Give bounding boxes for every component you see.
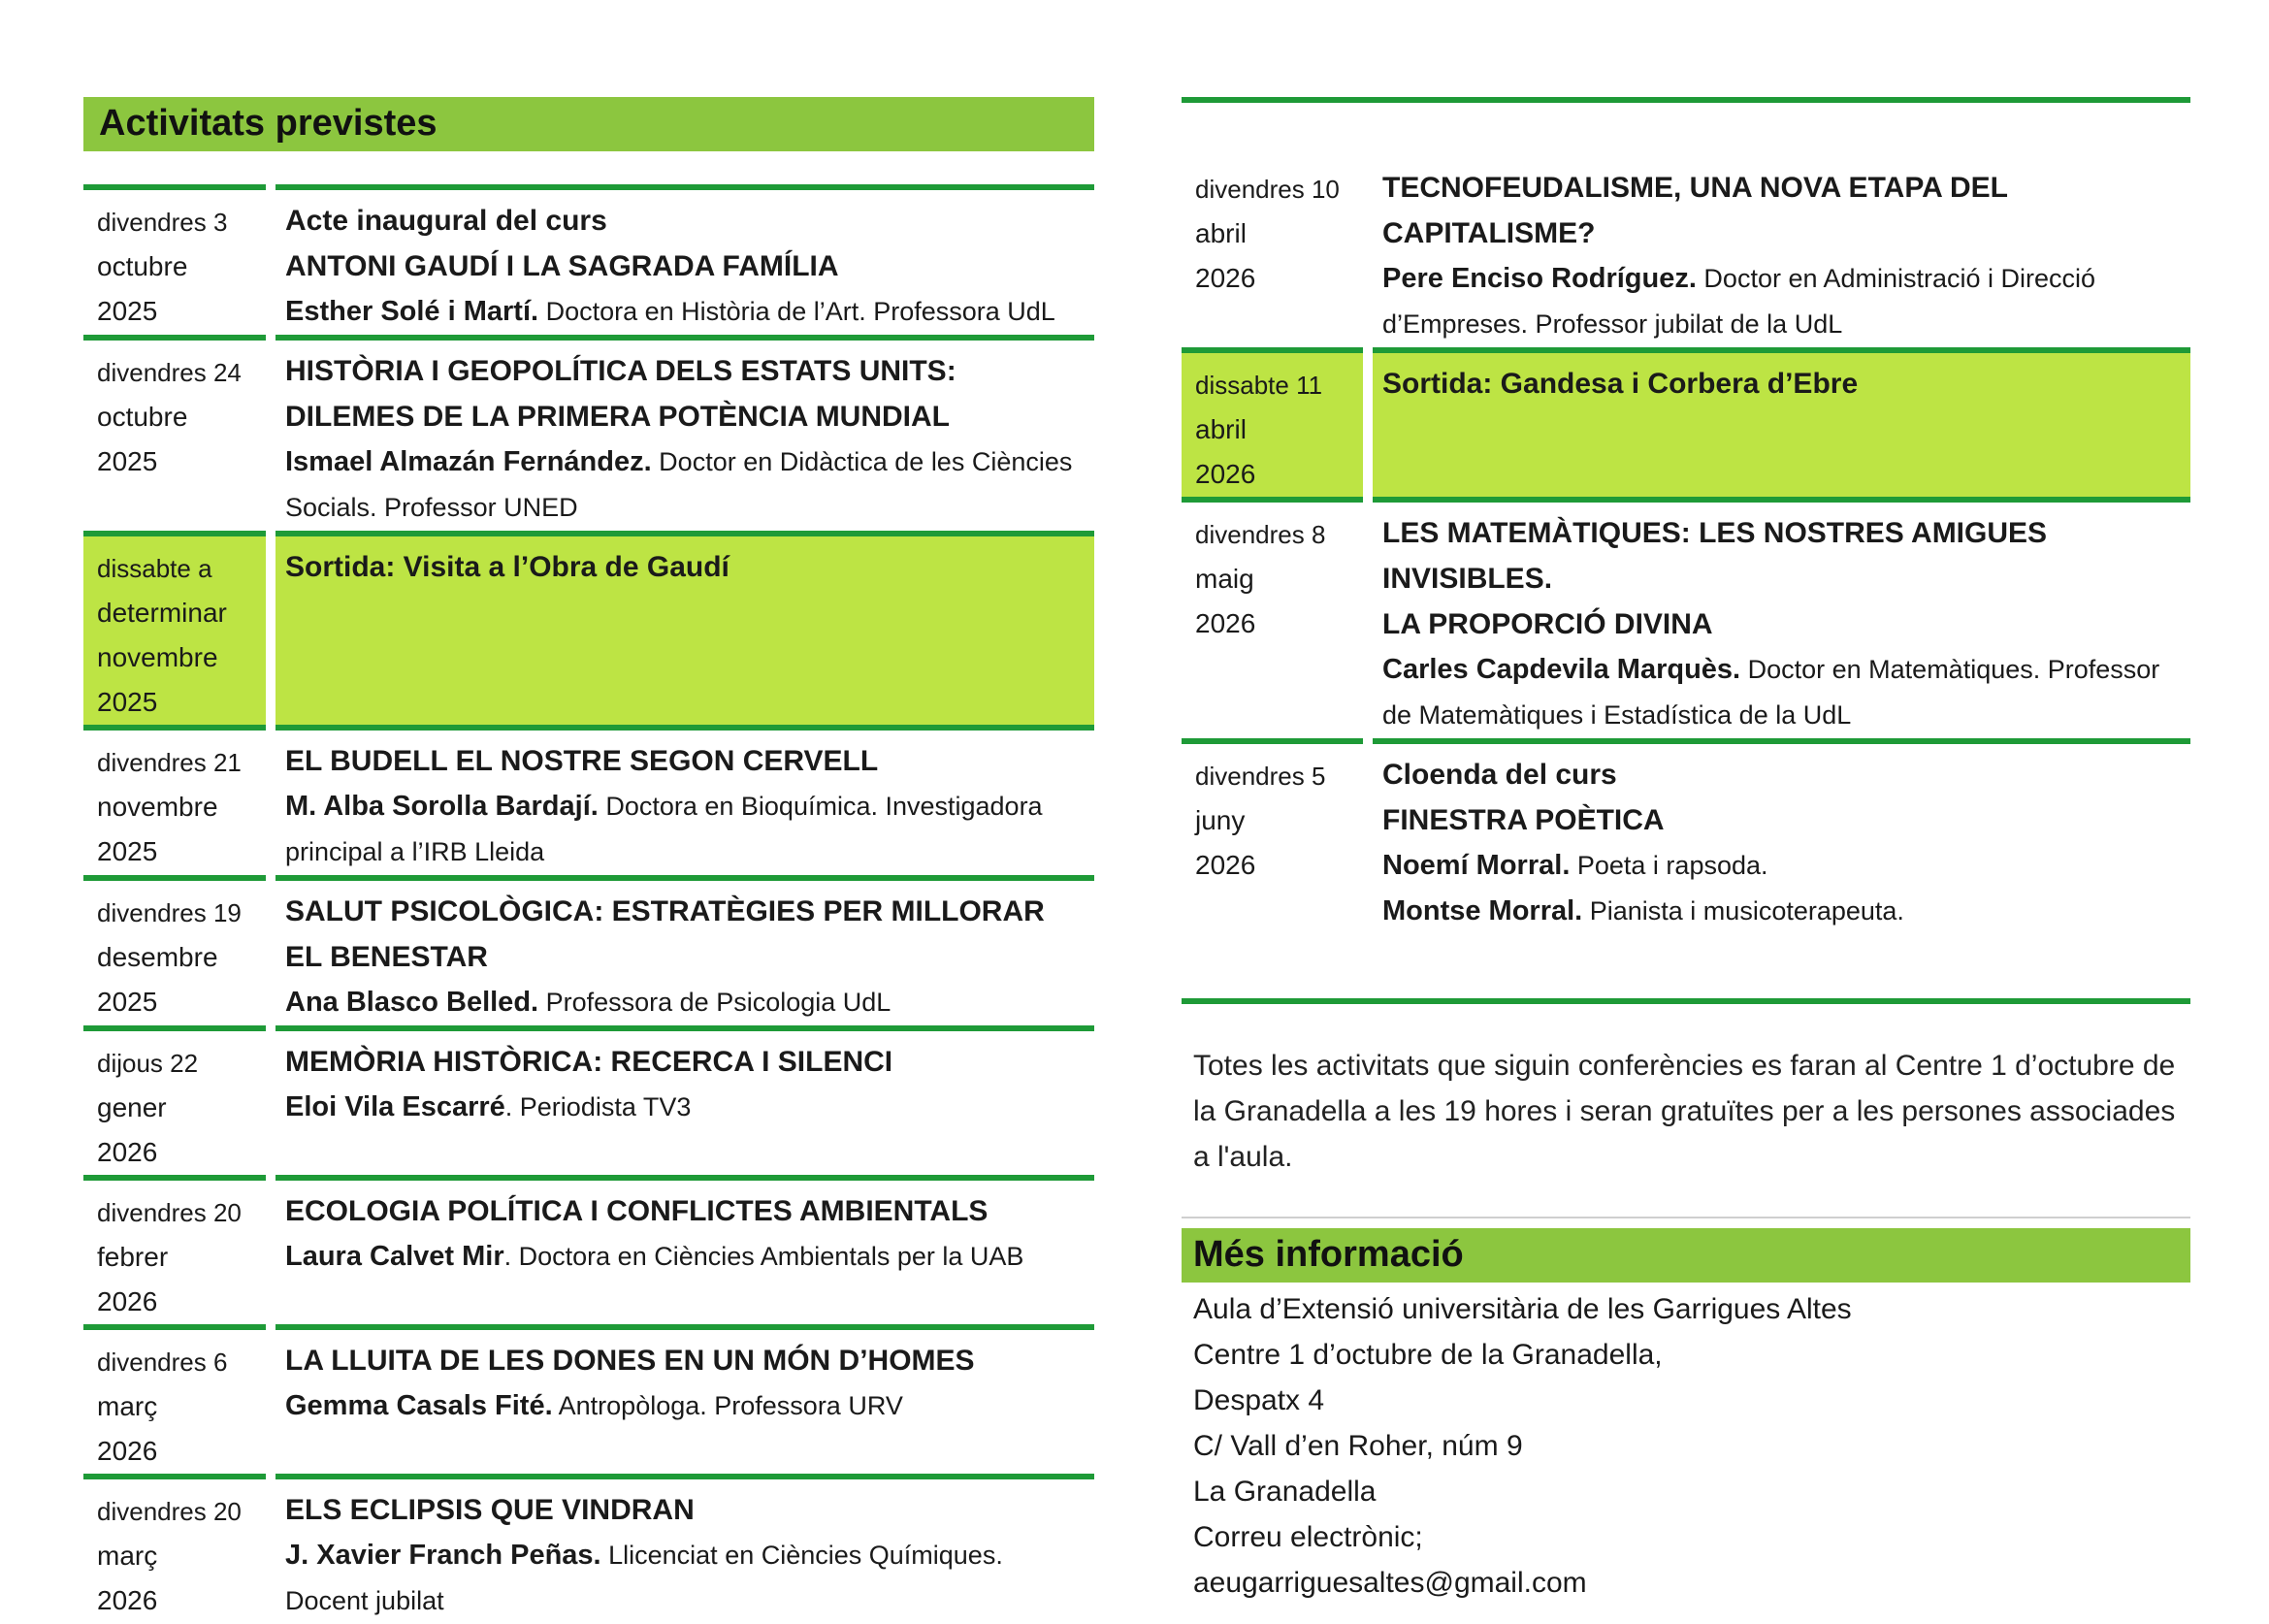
top-divider: [1182, 97, 2190, 103]
date-line: 2026: [1195, 459, 1256, 489]
activity-title: HISTÒRIA I GEOPOLÍTICA DELS ESTATS UNITS: DILEMES DE LA PRIMERA POTÈNCIA MUNDIAL: [285, 355, 956, 433]
date-line: dissabte a: [97, 554, 212, 583]
column-gap: [1363, 347, 1373, 497]
column-gap: [266, 184, 276, 335]
speaker-name: Ismael Almazán Fernández.: [285, 446, 652, 477]
speaker-name: Laura Calvet Mir: [285, 1241, 504, 1272]
contact-line: C/ Vall d’en Roher, núm 9: [1193, 1430, 1523, 1462]
activity-date: [83, 875, 266, 1025]
activity-row: [1182, 157, 2190, 347]
speaker: [285, 784, 1088, 875]
speaker-description: Antropòloga. Professora URV: [552, 1391, 903, 1420]
activities-list-left: [83, 184, 1094, 1624]
contact-line: Correu electrònic;: [1193, 1521, 1423, 1553]
right-column: [1182, 97, 2190, 1606]
speaker-description: Poeta i rapsoda.: [1570, 851, 1768, 880]
contact-line: Despatx 4: [1193, 1384, 1325, 1416]
date-line: divendres 20: [97, 1198, 242, 1227]
speaker-name: Noemí Morral.: [1382, 850, 1571, 881]
activity-date: [83, 725, 266, 875]
activity-title: ECOLOGIA POLÍTICA I CONFLICTES AMBIENTALS: [285, 1195, 989, 1227]
date-line: maig: [1195, 564, 1254, 594]
speaker-name: Ana Blasco Belled.: [285, 987, 539, 1018]
date-line: 2026: [97, 1585, 158, 1615]
date-line: abril: [1195, 218, 1247, 248]
speaker: [285, 1533, 1088, 1624]
speaker-name: Carles Capdevila Marquès.: [1382, 654, 1741, 685]
date-line: divendres 10: [1195, 175, 1340, 204]
date-line: novembre: [97, 792, 218, 822]
date-line: divendres 5: [1195, 762, 1326, 791]
activity-title: FINESTRA POÈTICA: [1382, 804, 1665, 836]
divider: [1182, 1217, 2190, 1218]
venue-info: Totes les activitats que siguin conferències es faran al Centre 1 d’octubre de la Granadella a les 19 hores i seran gratuïtes per a les persones associades a l'aula.: [1193, 1050, 2176, 1173]
column-gap: [266, 1025, 276, 1175]
date-line: dijous 22: [97, 1049, 199, 1078]
date-line: 2026: [97, 1436, 158, 1466]
contact-line: Aula d’Extensió universitària de les Garrigues Altes: [1193, 1293, 1852, 1325]
activity-title: EL BUDELL EL NOSTRE SEGON CERVELL: [285, 745, 879, 777]
speaker: [1382, 843, 2185, 889]
activity-title: SALUT PSICOLÒGICA: ESTRATÈGIES PER MILLORAR EL BENESTAR: [285, 895, 1045, 973]
date-line: dissabte 11: [1195, 371, 1323, 400]
speaker-name: Eloi Vila Escarré: [285, 1091, 505, 1122]
column-gap: [266, 1474, 276, 1624]
date-line: divendres 8: [1195, 520, 1326, 549]
activity-details: [276, 335, 1094, 531]
date-line: divendres 6: [97, 1348, 228, 1377]
speaker: [285, 439, 1088, 531]
speaker-description: Doctor en Administració i Direcció d’Empreses. Professor jubilat de la UdL: [1382, 264, 2096, 339]
speaker-description: Doctora en Bioquímica. Investigadora principal a l’IRB Lleida: [285, 792, 1043, 866]
activity-date: [83, 1175, 266, 1324]
activity-date: [1182, 738, 1363, 934]
activity-row: [1182, 497, 2190, 738]
activity-row: [83, 1324, 1094, 1474]
activity-date: [83, 1324, 266, 1474]
date-line: 2025: [97, 836, 158, 866]
date-line: divendres 20: [97, 1497, 242, 1526]
column-gap: [1363, 497, 1373, 738]
speaker-name: Montse Morral.: [1382, 895, 1583, 926]
column-gap: [266, 1324, 276, 1474]
activity-title: TECNOFEUDALISME, UNA NOVA ETAPA DEL CAPITALISME?: [1382, 172, 2008, 249]
activity-details: [276, 875, 1094, 1025]
column-gap: [266, 725, 276, 875]
speaker: [1382, 889, 2185, 934]
date-line: 2026: [97, 1286, 158, 1316]
activity-details: [276, 1025, 1094, 1175]
date-line: 2025: [97, 296, 158, 326]
activity-row: [83, 1474, 1094, 1624]
contact-block: [1182, 1286, 2190, 1606]
activity-details: [276, 1324, 1094, 1474]
activity-details: [1373, 157, 2190, 347]
activity-row: [1182, 738, 2190, 934]
date-line: divendres 3: [97, 208, 228, 237]
column-gap: [266, 1175, 276, 1324]
date-line: 2026: [97, 1137, 158, 1167]
left-column: [83, 97, 1094, 1624]
activity-row: [83, 1025, 1094, 1175]
contact-line: Centre 1 d’octubre de la Granadella,: [1193, 1339, 1663, 1371]
speaker-description: Pianista i musicoterapeuta.: [1582, 896, 1904, 926]
activity-date: [1182, 347, 1363, 497]
speaker: [285, 289, 1088, 335]
activity-title: LA PROPORCIÓ DIVINA: [1382, 608, 1713, 640]
activity-details: [276, 531, 1094, 725]
activity-title: LA LLUITA DE LES DONES EN UN MÓN D’HOMES: [285, 1345, 975, 1377]
date-line: 2026: [1195, 263, 1256, 293]
activity-row: [83, 184, 1094, 335]
date-line: 2025: [97, 687, 158, 717]
date-line: divendres 19: [97, 898, 242, 927]
speaker-name: Gemma Casals Fité.: [285, 1390, 553, 1421]
outing-note: Sortida: Visita a l’Obra de Gaudí: [285, 551, 729, 583]
date-line: divendres 24: [97, 358, 242, 387]
speaker-description: . Doctora en Ciències Ambientals per la UAB: [503, 1242, 1024, 1271]
date-line: 2025: [97, 987, 158, 1017]
activity-date: [83, 1025, 266, 1175]
column-gap: [1363, 157, 1373, 347]
activity-row: [83, 335, 1094, 531]
activity-details: [276, 1175, 1094, 1324]
date-line: 2026: [1195, 850, 1256, 880]
speaker-name: J. Xavier Franch Peñas.: [285, 1540, 601, 1571]
activity-row: [83, 875, 1094, 1025]
activity-date: [83, 1474, 266, 1624]
activity-row: [1182, 347, 2190, 497]
date-line: 2026: [1195, 608, 1256, 638]
activity-row: [83, 1175, 1094, 1324]
activity-details: [1373, 497, 2190, 738]
date-line: octubre: [97, 251, 188, 281]
date-line: abril: [1195, 414, 1247, 444]
date-line: gener: [97, 1092, 167, 1122]
speaker-name: Pere Enciso Rodríguez.: [1382, 263, 1697, 294]
speaker-description: Doctor en Didàctica de les Ciències Socials. Professor UNED: [285, 447, 1073, 522]
end-divider: [1182, 998, 2190, 1004]
speaker: [285, 1383, 1088, 1429]
activity-title: Acte inaugural del curs: [285, 205, 607, 237]
activity-title: ELS ECLIPSIS QUE VINDRAN: [285, 1494, 695, 1526]
speaker: [1382, 647, 2185, 738]
speaker: [285, 1085, 1088, 1130]
activities-list-right: [1182, 157, 2190, 934]
column-gap: [266, 335, 276, 531]
activity-date: [1182, 157, 1363, 347]
date-line: desembre: [97, 942, 218, 972]
activity-date: [83, 531, 266, 725]
contact-line: La Granadella: [1193, 1476, 1377, 1508]
activity-details: [276, 1474, 1094, 1624]
activity-details: [276, 184, 1094, 335]
activity-row: [83, 531, 1094, 725]
more-info-title: Més informació: [1182, 1228, 2190, 1283]
activity-title: LES MATEMÀTIQUES: LES NOSTRES AMIGUES INVISIBLES.: [1382, 517, 2048, 595]
activity-title: ANTONI GAUDÍ I LA SAGRADA FAMÍLIA: [285, 250, 839, 282]
speaker-description: Llicenciat en Ciències Químiques. Docent jubilat: [285, 1541, 1003, 1615]
activity-row: [83, 725, 1094, 875]
speaker: [285, 1234, 1088, 1280]
date-line: març: [97, 1391, 158, 1421]
activity-date: [1182, 497, 1363, 738]
activity-date: [83, 184, 266, 335]
date-line: 2025: [97, 446, 158, 476]
activity-date: [83, 335, 266, 531]
speaker: [285, 980, 1088, 1025]
date-line: juny: [1195, 805, 1246, 835]
date-line: octubre: [97, 402, 188, 432]
activity-title: Cloenda del curs: [1382, 759, 1617, 791]
speaker-name: Esther Solé i Martí.: [285, 296, 539, 327]
date-line: divendres 21: [97, 748, 242, 777]
speaker-name: M. Alba Sorolla Bardají.: [285, 791, 599, 822]
activity-details: [1373, 738, 2190, 934]
column-gap: [1363, 738, 1373, 934]
activity-details: [1373, 347, 2190, 497]
activity-details: [276, 725, 1094, 875]
column-gap: [266, 875, 276, 1025]
date-line: febrer: [97, 1242, 169, 1272]
speaker-description: . Periodista TV3: [504, 1092, 692, 1121]
column-gap: [266, 531, 276, 725]
section-title: Activitats previstes: [83, 97, 1094, 151]
speaker-description: Doctor en Matemàtiques. Professor de Matemàtiques i Estadística de la UdL: [1382, 655, 2160, 730]
activity-title: MEMÒRIA HISTÒRICA: RECERCA I SILENCI: [285, 1046, 893, 1078]
date-line: determinar: [97, 598, 227, 628]
outing-note: Sortida: Gandesa i Corbera d’Ebre: [1382, 368, 1859, 400]
date-line: novembre: [97, 642, 218, 672]
speaker-description: Doctora en Història de l’Art. Professora UdL: [538, 297, 1055, 326]
contact-line: aeugarriguesaltes@gmail.com: [1193, 1567, 1587, 1599]
speaker: [1382, 256, 2185, 347]
speaker-description: Professora de Psicologia UdL: [538, 988, 891, 1017]
date-line: març: [97, 1541, 158, 1571]
